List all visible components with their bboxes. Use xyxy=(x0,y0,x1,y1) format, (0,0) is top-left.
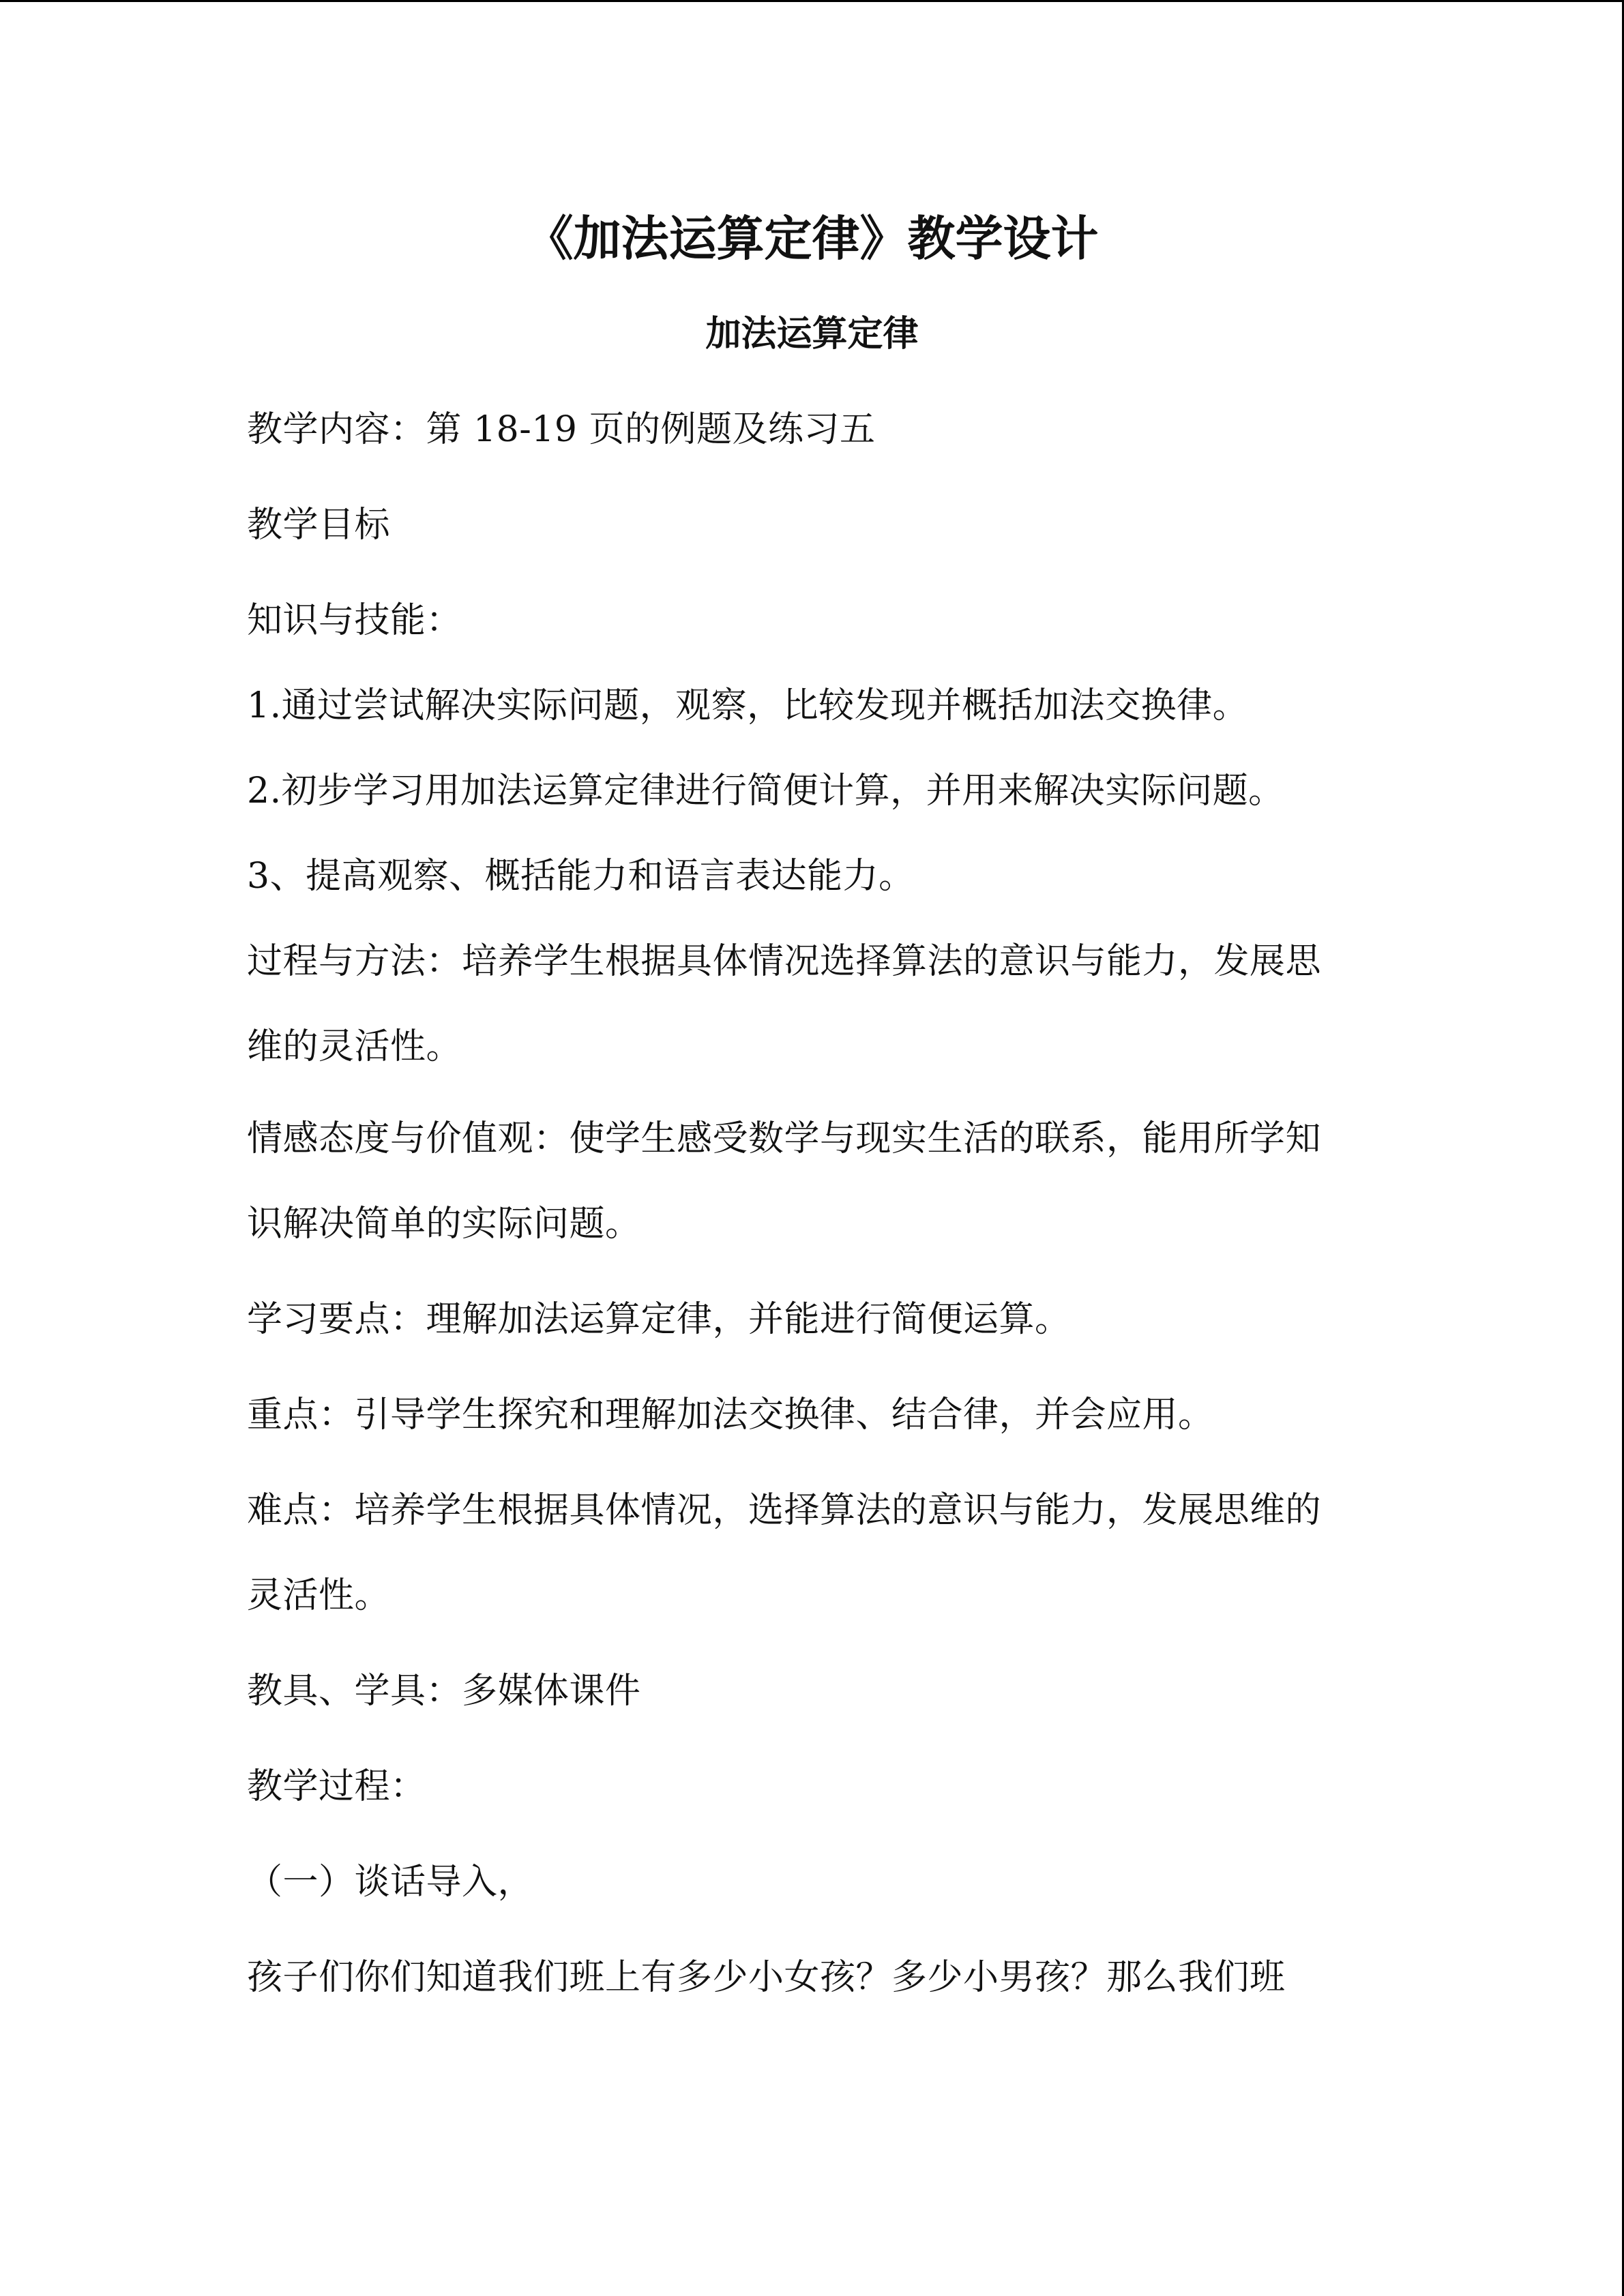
emotion-attitude-line-1: 情感态度与价值观：使学生感受数学与现实生活的联系，能用所学知 xyxy=(247,1118,1322,1159)
process-method-line-2: 维的灵活性。 xyxy=(247,1026,462,1067)
emotion-attitude-line-2: 识解决简单的实际问题。 xyxy=(247,1204,641,1244)
section-intro-heading: （一）谈话导入， xyxy=(247,1862,534,1903)
document-title: 《加法运算定律》教学设计 xyxy=(525,210,1099,267)
key-point-line: 重点：引导学生探究和理解加法交换律、结合律，并会应用。 xyxy=(247,1395,1214,1435)
difficulty-line-1: 难点：培养学生根据具体情况，选择算法的意识与能力，发展思维的 xyxy=(247,1490,1322,1531)
teaching-goals-heading: 教学目标 xyxy=(247,505,391,546)
learning-key-points: 学习要点：理解加法运算定律，并能进行简便运算。 xyxy=(247,1299,1071,1340)
process-method-line-1: 过程与方法：培养学生根据具体情况选择算法的意识与能力，发展思 xyxy=(247,941,1322,982)
knowledge-skills-heading: 知识与技能： xyxy=(247,600,462,641)
goal-item-1: 1.通过尝试解决实际问题，观察，比较发现并概括加法交换律。 xyxy=(247,685,1249,726)
goal-item-3: 3、提高观察、概括能力和语言表达能力。 xyxy=(247,856,915,897)
teaching-content-line: 教学内容：第 18-19 页的例题及练习五 xyxy=(247,409,876,450)
teaching-tools-line: 教具、学具：多媒体课件 xyxy=(247,1671,641,1712)
document-subtitle: 加法运算定律 xyxy=(705,313,919,355)
difficulty-line-2: 灵活性。 xyxy=(247,1575,391,1616)
goal-item-2: 2.初步学习用加法运算定律进行简便计算，并用来解决实际问题。 xyxy=(247,771,1284,811)
teaching-process-heading: 教学过程： xyxy=(247,1766,426,1807)
intro-paragraph-line: 孩子们你们知道我们班上有多少小女孩？多少小男孩？那么我们班 xyxy=(247,1957,1286,1998)
